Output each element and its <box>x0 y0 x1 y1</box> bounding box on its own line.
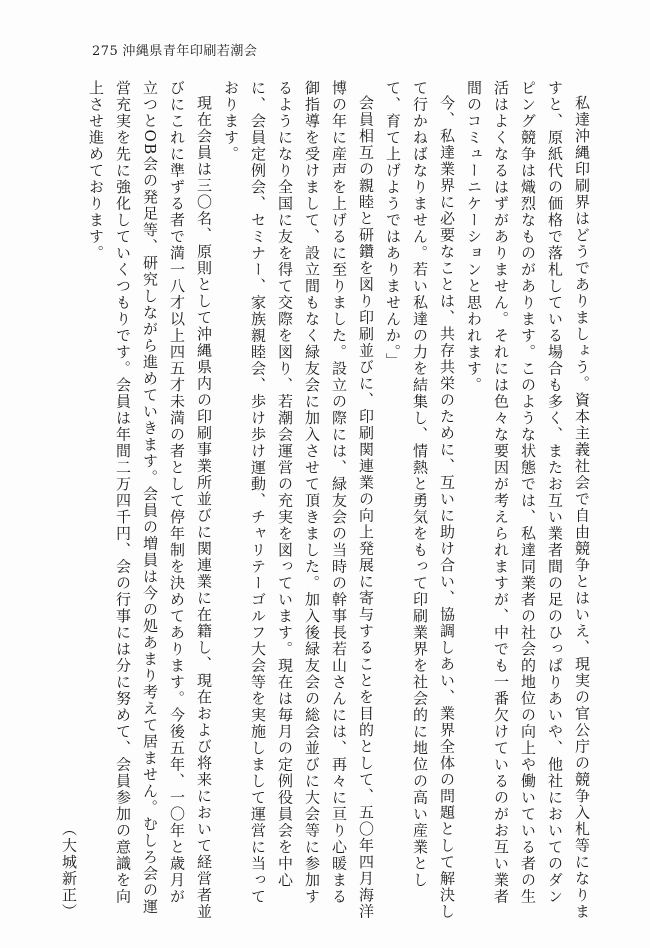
author-signature: （大城新正） <box>60 821 78 920</box>
page-number: 275 <box>92 44 119 59</box>
paragraph-association-history: 会員相互の親睦と研鑽を図り印刷並びに、印刷関連業の向上発展に寄与することを目的として、五〇年四月海洋博の年に産声を上げるに至りました。設立の際には、緑友会の当時の幹事長若山さんには、再々に亘り心暖まる御指導を受けまして、設立間もなく緑友会に加入させて頂きました。加入後緑友会の総会並びに大会等に参加するようになり全国に友を得て交際を図り、若潮会運営の充実を図っています。現在は毎月の定例役員会を中心に、会員定例会、セミナー、家族親睦会、歩け歩け運動、チャリテーゴルフ大会等を実施しまして運営に当っております。 <box>222 80 375 920</box>
section-title: 沖縄県青年印刷若潮会 <box>122 44 258 59</box>
paragraph-membership: 現在会員は三〇名、原則として沖縄県内の印刷事業所並びに関連業に在籍し、現在および将来において経営者並びにこれに準ずる者で満一八才以上四五才未満の者として停年制を決めてあります。今後五年、一〇年と歳月が立つとOB会の発足等、研究しながら進めていきます。会員の増員は今の処あまり考えて居ません。むしろ会の運営充実を先に強化していくつもりです。会員は年間二万四千円、会の行事には分に努めて、会員参加の意識を向上させ進めております。 <box>87 80 213 920</box>
running-header <box>92 40 257 59</box>
paragraph-industry-situation: 私達沖縄印刷界はどうでありましょう。資本主義社会で自由競争とはいえ、現実の官公庁の競争入札等になりますと、原紙代の価格で落札している場合も多く、またお互い業者間の足のひっぱりあいや、他社においてのダンピング競争は熾烈なものがあります。このような状態では、私達同業者の社会的地位の向上や働いている者の生活はよくなるはずがありません。それには色々な要因が考えられますが、中でも一番欠けているのがお互い業者間のコミューニケーションと思われます。 <box>465 80 591 920</box>
paragraph-call-to-action: 今、私達業界に必要なことは、共存共栄のために、互いに助け合い、協調しあい、業界全体の問題として解決して行かねばなりません。若い私達の力を結集し、情熱と勇気をもって印刷業界を社会的に地位の高い産業として、育て上げようではありませんか。」 <box>384 80 456 920</box>
vertical-body-text <box>55 80 595 920</box>
